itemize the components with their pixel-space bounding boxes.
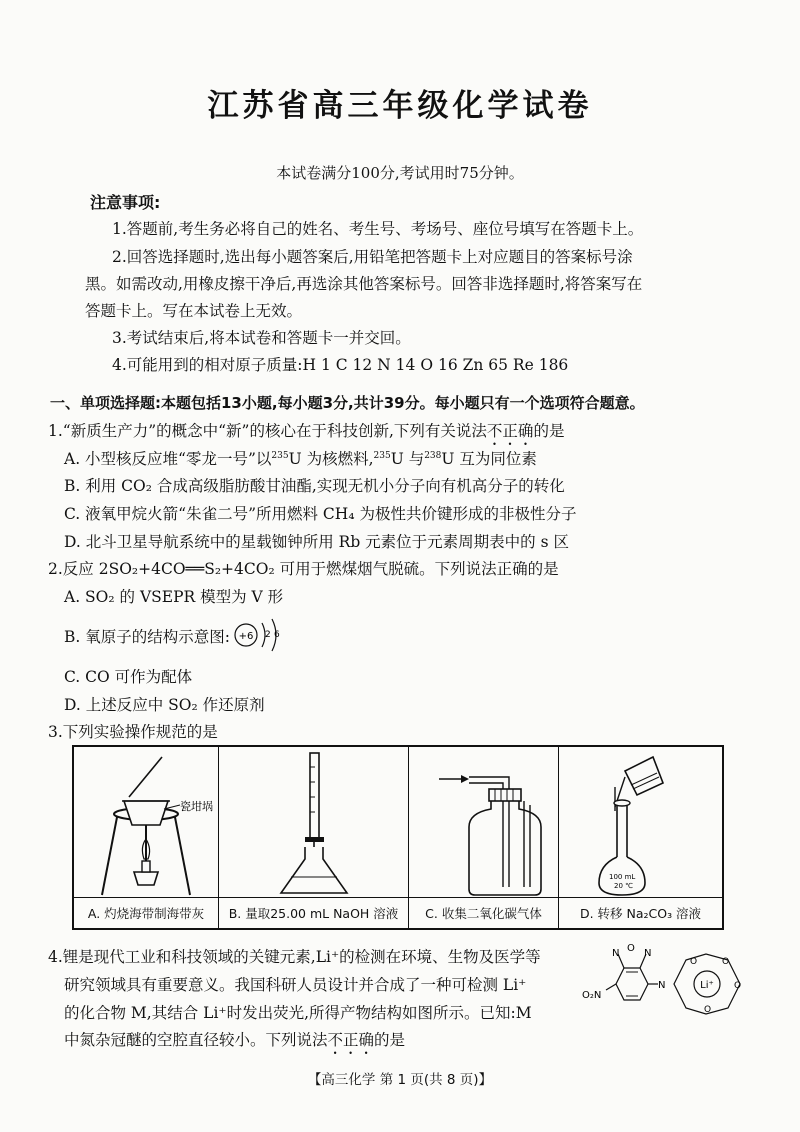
caption-d: D. 转移 Na₂CO₃ 溶液 (559, 897, 722, 928)
svg-text:+6: +6 (238, 631, 254, 642)
question-1-stem: 1.“新质生产力”的概念中“新”的核心在于科技创新,下列有关说法不正确的是 (48, 422, 565, 440)
experiment-cell-a (74, 747, 219, 928)
oxygen-atom-diagram (232, 615, 282, 655)
svg-text:20 ℃: 20 ℃ (614, 882, 633, 890)
page-title: 江苏省高三年级化学试卷 (207, 88, 593, 124)
experiment-figure-table (72, 745, 724, 930)
svg-text:瓷坩埚: 瓷坩埚 (180, 800, 213, 813)
caption-a: A. 灼烧海带制海带灰 (74, 897, 218, 928)
experiment-cell-d (559, 747, 722, 928)
notice-line: 1.答题前,考生务必将自己的姓名、考生号、考场号、座位号填写在答题卡上。 (112, 220, 644, 238)
question-2-stem: 2.反应 2SO₂+4CO══S₂+4CO₂ 可用于燃煤烟气脱硫。下列说法正确的是 (48, 560, 559, 578)
svg-text:6: 6 (274, 630, 280, 640)
svg-text:100 mL: 100 mL (609, 873, 636, 881)
svg-text:N: N (644, 948, 652, 959)
question-1-option-d: D. 北斗卫星导航系统中的星载铷钟所用 Rb 元素位于元素周期表中的 s 区 (64, 533, 569, 551)
notice-line: 2.回答选择题时,选出每小题答案后,用铅笔把答题卡上对应题目的答案标号涂 (112, 248, 633, 266)
svg-text:Li⁺: Li⁺ (700, 980, 714, 991)
svg-text:O: O (627, 943, 635, 954)
question-4-line-2: 研究领域具有重要意义。我国科研人员设计并合成了一种可检测 Li⁺ (64, 976, 527, 994)
question-1-option-c: C. 液氧甲烷火箭“朱雀二号”所用燃料 CH₄ 为极性共价键形成的非极性分子 (64, 505, 577, 523)
question-1-option-a: A. 小型核反应堆“零龙一号”以$^{235}$U 为核燃料,$^{235}$U 与$^{238}$U 互为同位素 (64, 450, 537, 468)
svg-text:O: O (722, 957, 730, 967)
svg-text:N: N (612, 948, 620, 959)
section-heading: 一、单项选择题:本题包括13小题,每小题3分,共计39分。每小题只有一个选项符合题意。 (50, 394, 645, 412)
page-footer: 【高三化学 第 1 页(共 8 页)】 (307, 1072, 493, 1088)
volumetric-flask-diagram (559, 747, 720, 899)
caption-b: B. 量取25.00 mL NaOH 溶液 (219, 897, 408, 928)
notice-line: 4.可能用到的相对原子质量:H 1 C 12 N 14 O 16 Zn 65 Re 186 (112, 356, 569, 374)
notice-line: 黑。如需改动,用橡皮擦干净后,再选涂其他答案标号。回答非选择题时,将答案写在 (85, 275, 643, 293)
question-4-line-4: 中氮杂冠醚的空腔直径较小。下列说法不正确的是 (64, 1031, 406, 1049)
question-4-line-1: 4.锂是现代工业和科技领域的关键元素,Li⁺的检测在环境、生物及医学等 (48, 948, 541, 966)
svg-text:N: N (658, 980, 666, 991)
question-2-option-b: B. 氧原子的结构示意图: (64, 628, 230, 646)
question-2-option-a: A. SO₂ 的 VSEPR 模型为 V 形 (64, 588, 284, 606)
caption-c: C. 收集二氧化碳气体 (409, 897, 558, 928)
exam-info: 本试卷满分100分,考试用时75分钟。 (276, 164, 524, 182)
crucible-burning-diagram (74, 747, 217, 899)
burette-titration-diagram (219, 747, 407, 899)
experiment-cell-b (219, 747, 409, 928)
notice-line: 3.考试结束后,将本试卷和答题卡一并交回。 (112, 329, 411, 347)
question-1-option-b: B. 利用 CO₂ 合成高级脂肪酸甘油酯,实现无机小分子向有机高分子的转化 (64, 477, 565, 495)
question-2-option-c: C. CO 可作为配体 (64, 668, 193, 686)
svg-text:O₂N: O₂N (582, 990, 602, 1001)
experiment-cell-c (409, 747, 559, 928)
question-4-line-3: 的化合物 M,其结合 Li⁺时发出荧光,所得产物结构如图所示。已知:M (64, 1004, 532, 1022)
li-complex-structure (582, 942, 772, 1034)
svg-text:O: O (690, 957, 698, 967)
notice-heading: 注意事项: (90, 193, 161, 212)
question-3-stem: 3.下列实验操作规范的是 (48, 723, 218, 741)
svg-text:2: 2 (265, 630, 271, 640)
gas-collection-diagram (409, 747, 557, 899)
notice-line: 答题卡上。写在本试卷上无效。 (85, 302, 303, 320)
svg-text:O: O (734, 981, 742, 991)
question-2-option-d: D. 上述反应中 SO₂ 作还原剂 (64, 696, 265, 714)
svg-text:O: O (704, 1005, 712, 1015)
